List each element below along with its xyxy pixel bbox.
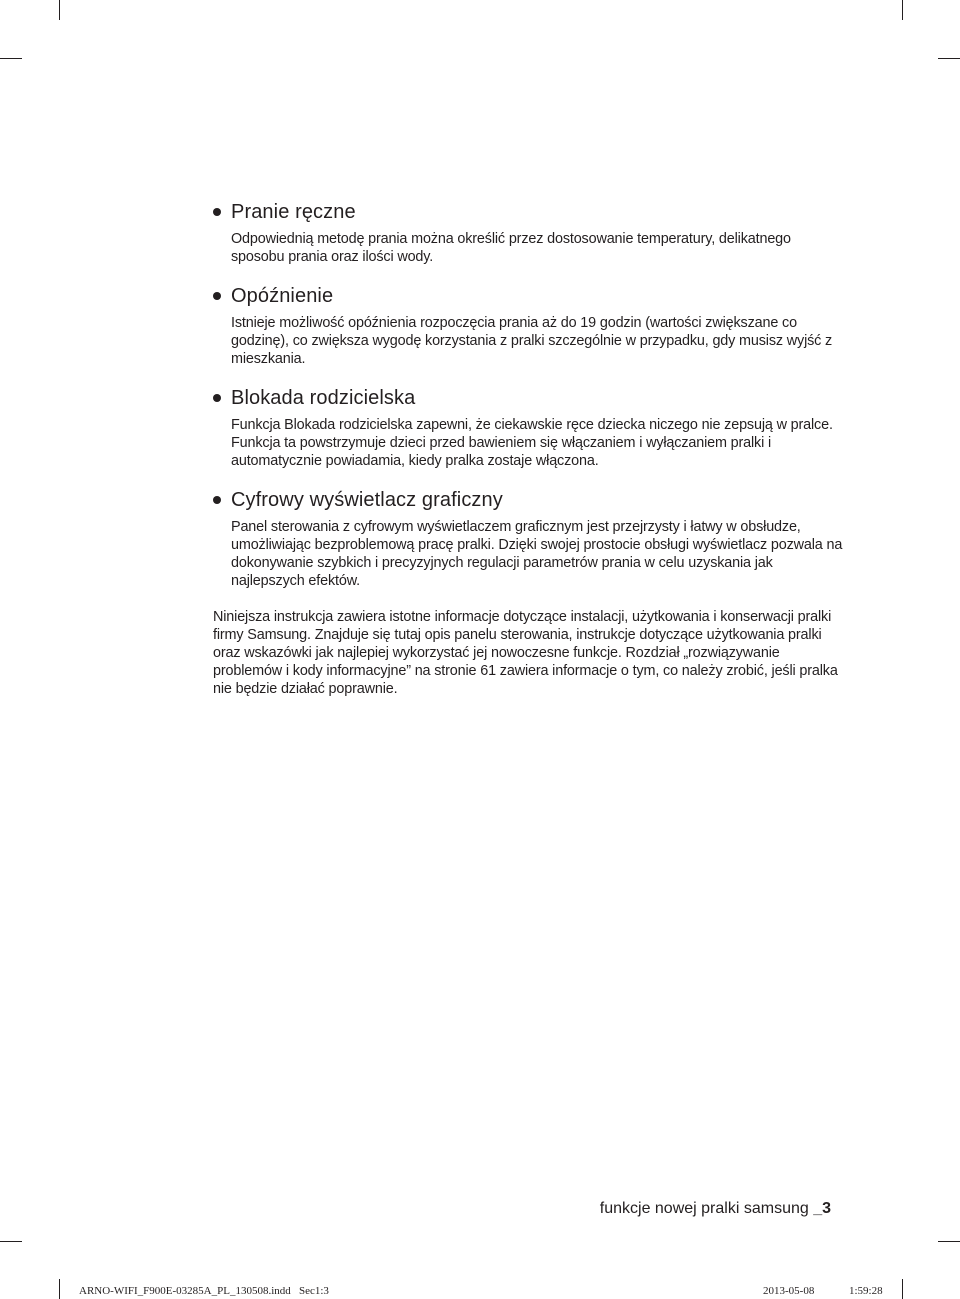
bullet-icon [213,496,221,504]
page-number: _3 [813,1200,831,1217]
crop-mark [0,58,22,59]
feature-description: Odpowiednią metodę prania można określić przez dostosowanie temperatury, delikatnego sposobu prania oraz ilości wody. [231,231,791,265]
crop-mark [59,1279,60,1299]
bullet-icon [213,292,221,300]
feature-item [213,284,843,368]
feature-description: Istnieje możliwość opóźnienia rozpoczęcia prania aż do 19 godzin (wartości zwiększane co godzinę), co zwiększa wygodę korzystania z pralki szczególnie w przypadku, gdy musisz wyjść z mieszkania. [231,315,833,367]
page-content [213,200,843,698]
feature-item [213,386,843,470]
crop-mark [59,0,60,20]
feature-item [213,200,843,266]
feature-title: Cyfrowy wyświetlacz graficzny [231,489,503,511]
slug-time: 1:59:28 [849,1285,883,1297]
slug-date: 2013-05-08 [763,1285,815,1297]
crop-mark [938,1241,960,1242]
feature-title: Opóźnienie [231,285,334,307]
feature-title: Pranie ręczne [231,201,356,223]
page-footer [600,1199,831,1219]
feature-description: Funkcja Blokada rodzicielska zapewni, że ciekawskie ręce dziecka niczego nie zepsują w pralce. Funkcja ta powstrzymuje dzieci przed bawieniem się włączaniem i wyłączaniem pralki i automatycznie powiadamia, kiedy pralka zostaje włączona. [231,417,833,469]
intro-paragraph: Niniejsza instrukcja zawiera istotne informacje dotyczące instalacji, użytkowania i konserwacji pralki firmy Samsung. Znajduje się tutaj opis panelu sterowania, instrukcje dotyczące użytkowania pralki oraz wskazówki jak najlepiej wykorzystać jej nowoczesne funkcje. Rozdział „rozwiązywanie problemów i kody informacyjne” na stronie 61 zawiera informacje o tym, co należy zrobić, jeśli pralka nie będzie działać poprawnie. [213,609,838,697]
feature-title: Blokada rodzicielska [231,387,416,409]
section-label: funkcje nowej pralki samsung [599,1200,814,1217]
bullet-icon [213,208,221,216]
crop-mark [902,0,903,20]
crop-mark [902,1279,903,1299]
bullet-icon [213,394,221,402]
slug-file: ARNO-WIFI_F900E-03285A_PL_130508.indd Sec1:3 [79,1285,329,1297]
crop-mark [0,1241,22,1242]
crop-mark [938,58,960,59]
feature-item [213,488,843,590]
feature-description: Panel sterowania z cyfrowym wyświetlaczem graficznym jest przejrzysty i łatwy w obsłudze, umożliwiając bezproblemową pracę pralki. Dzięki swojej prostocie obsługi wyświetlacz pozwala na dokonywanie szybkich i precyzyjnych regulacji parametrów prania w celu uzyskania jak najlepszych efektów. [231,519,843,589]
